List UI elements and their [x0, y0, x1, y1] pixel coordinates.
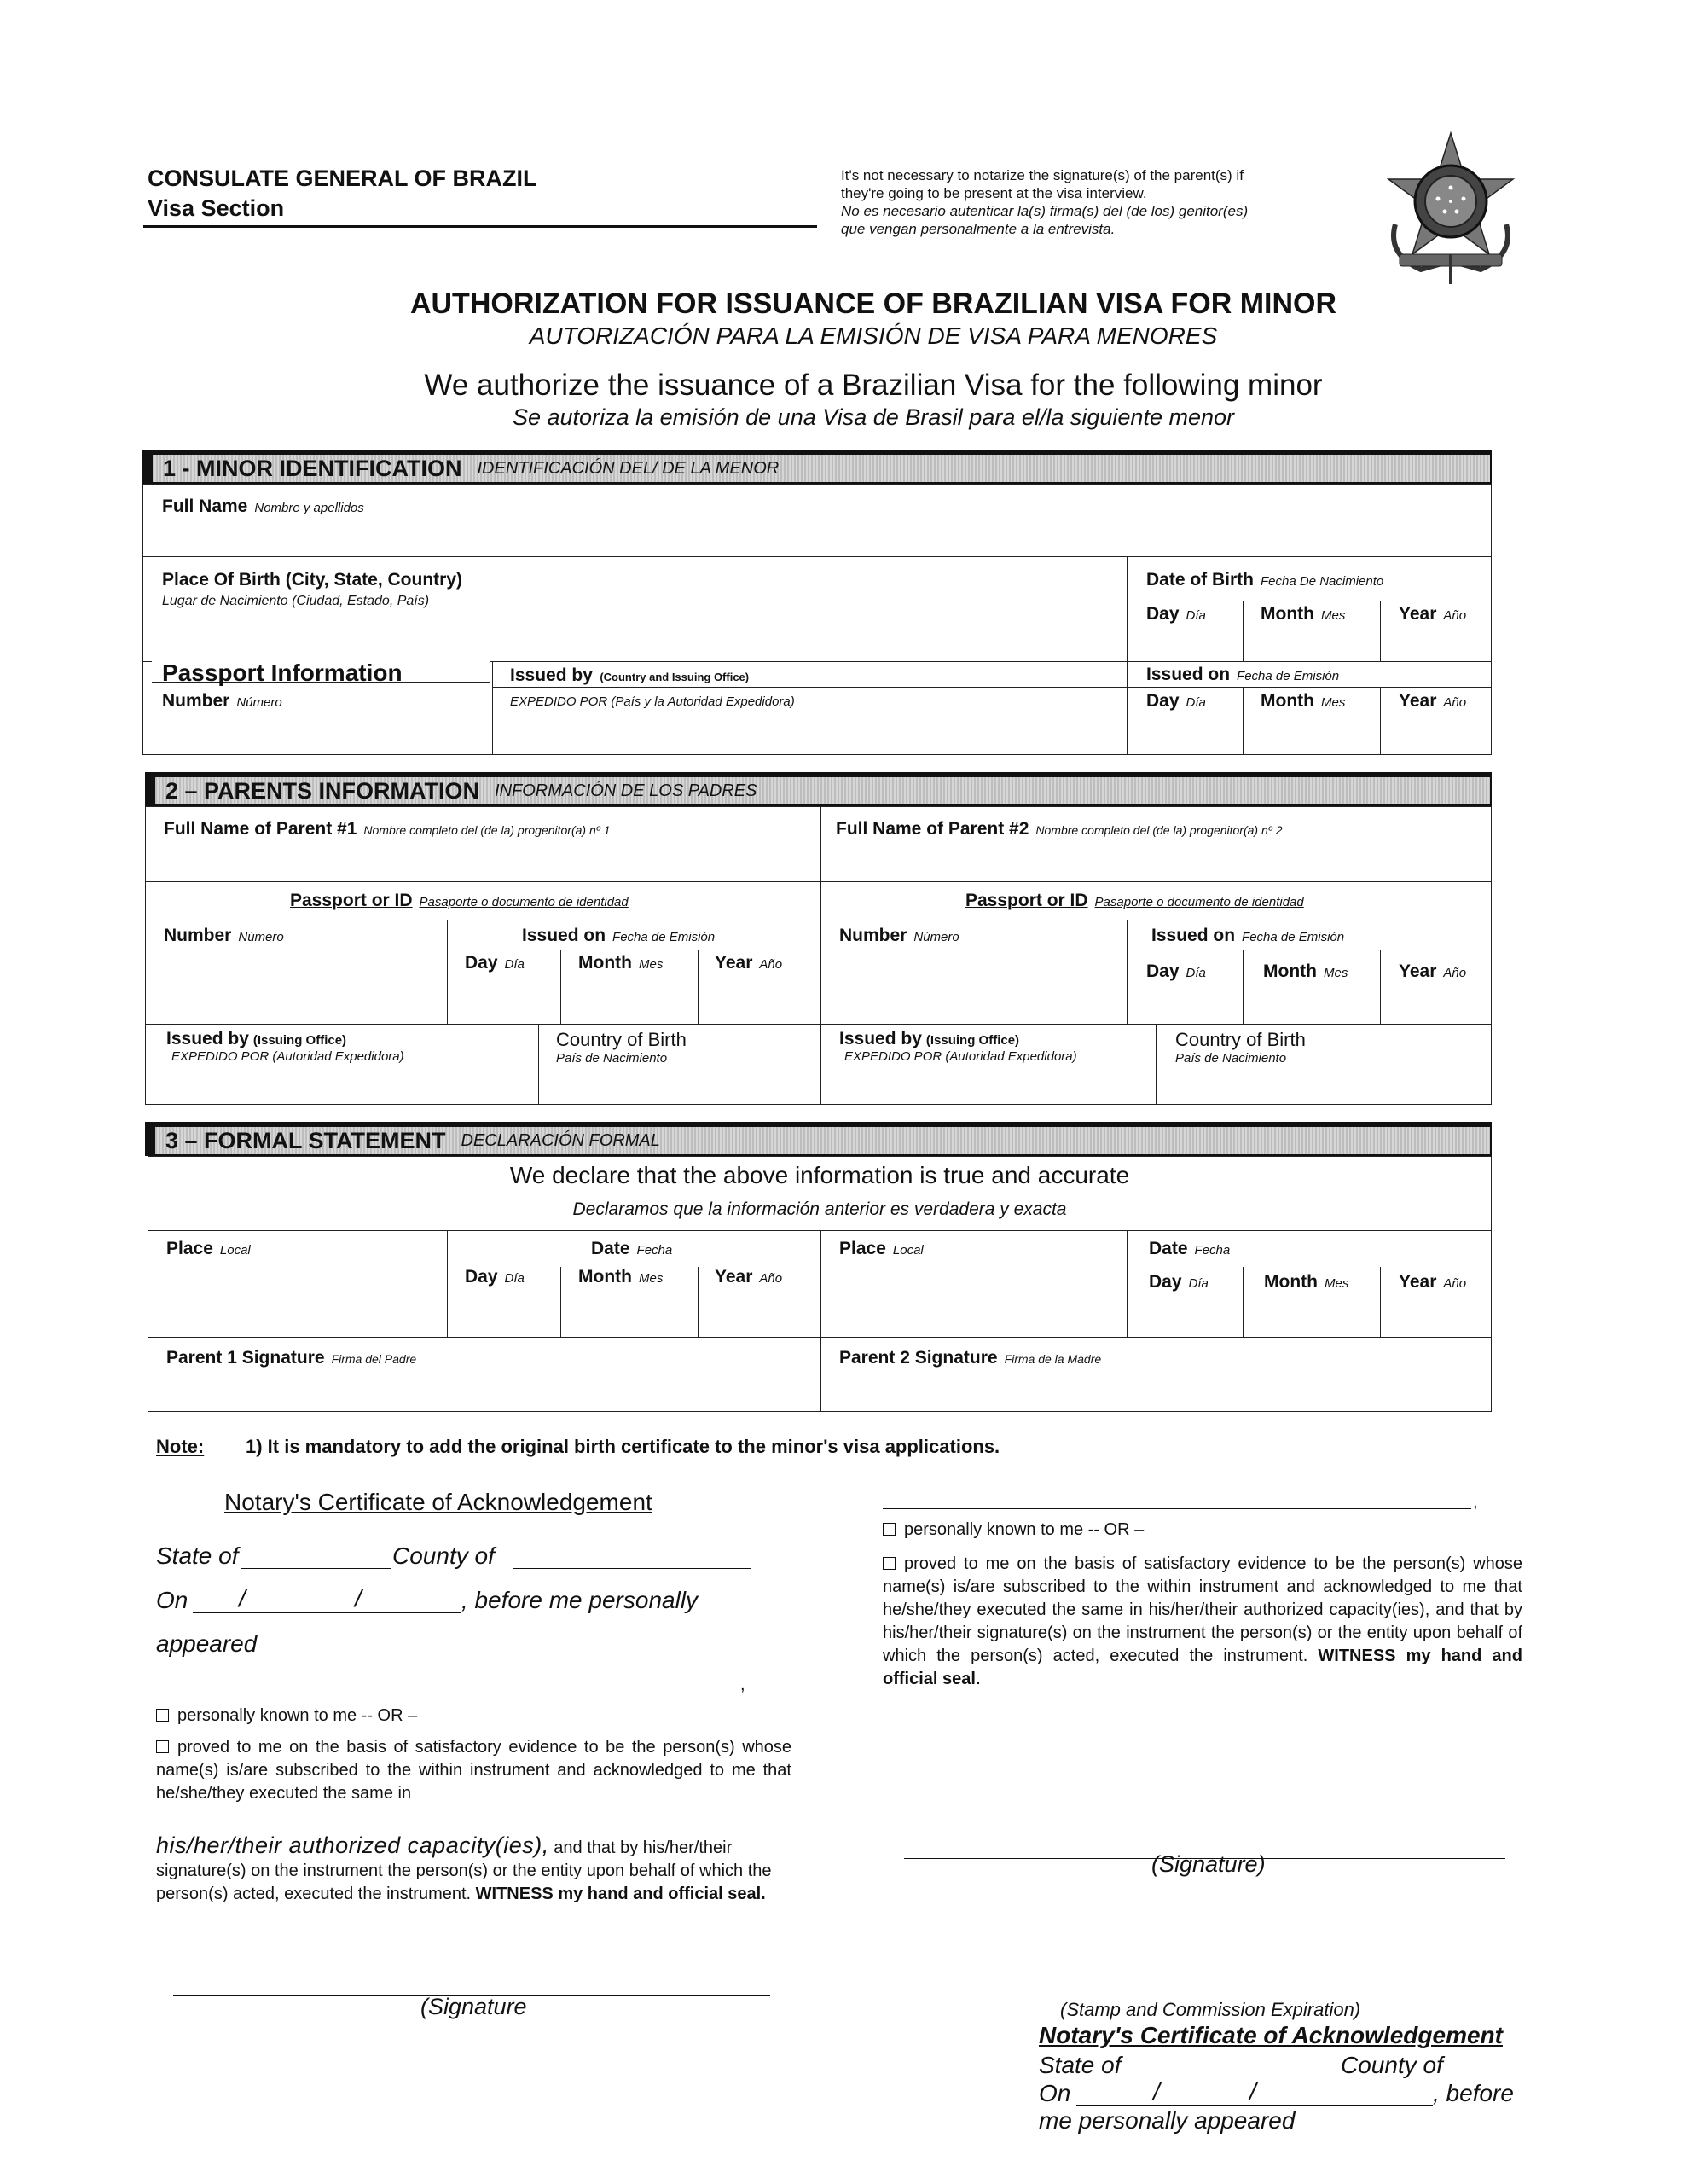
divider	[538, 1024, 539, 1105]
date-slash: /	[1153, 2078, 1160, 2105]
divider	[1127, 687, 1492, 688]
notary-left-before: , before me personally	[461, 1587, 699, 1613]
parent1-date-label: Date Fecha	[591, 1239, 673, 1258]
divider	[1380, 687, 1381, 755]
divider	[148, 1337, 1492, 1338]
divider	[1127, 1230, 1128, 1337]
divider	[447, 1230, 448, 1337]
parent2-place-field[interactable]: Place Local	[839, 1239, 924, 1258]
stmt2-month-field[interactable]: Month Mes	[1264, 1272, 1349, 1292]
date-slash: /	[355, 1585, 362, 1612]
section-1-title-es: IDENTIFICACIÓN DEL/ DE LA MENOR	[477, 458, 780, 478]
stmt1-month-field[interactable]: Month Mes	[578, 1267, 664, 1287]
parent2-date-label: Date Fecha	[1149, 1239, 1231, 1258]
passport-issued-year-field[interactable]: Year Año	[1399, 691, 1467, 711]
divider	[1127, 920, 1128, 1024]
divider	[1380, 1267, 1381, 1337]
passport-info-label: Passport Information	[152, 659, 490, 683]
parent2-passport-label: Passport or ID Pasaporte o documento de identidad	[965, 891, 1304, 910]
parent2-country-of-birth-field[interactable]: Country of Birth País de Nacimiento	[1175, 1029, 1306, 1066]
comma: ,	[740, 1676, 745, 1694]
notary-right-county-label: County of	[1341, 2052, 1443, 2078]
divider	[1127, 556, 1128, 755]
consulate-name: CONSULATE GENERAL OF BRAZIL	[148, 166, 537, 191]
notary-left-proved-option[interactable]: proved to me on the basis of satisfactory evidence to be the person(s) whose name(s) is/are subscribed to the within instrument and acknowledged to me that he/she/they executed the same in	[156, 1738, 791, 1803]
notary-right-appeared-field[interactable]	[883, 1508, 1471, 1509]
notary-right-on-label: On	[1039, 2080, 1071, 2106]
stmt2-year-field[interactable]: Year Año	[1399, 1272, 1467, 1292]
divider	[142, 556, 1492, 557]
section-3-title-es: DECLARACIÓN FORMAL	[461, 1130, 660, 1150]
divider	[1243, 1267, 1244, 1337]
checkbox-icon[interactable]	[883, 1523, 896, 1536]
section-1-header	[142, 450, 1492, 484]
divider	[145, 881, 1492, 882]
divider	[560, 950, 561, 1024]
divider	[1243, 601, 1244, 661]
notary-left-county-label: County of	[392, 1542, 495, 1569]
note-text: 1) It is mandatory to add the original birth certificate to the minor's visa applications.	[246, 1436, 1000, 1457]
parent1-issued-on-label: Issued on Fecha de Emisión	[522, 926, 716, 945]
visa-section: Visa Section	[148, 195, 285, 221]
divider	[492, 687, 1127, 688]
divider	[1243, 950, 1244, 1024]
notary-left-state-field[interactable]	[241, 1568, 391, 1569]
comma: ,	[1473, 1493, 1478, 1512]
notary-right-known-option[interactable]: personally known to me -- OR –	[883, 1520, 1144, 1540]
notary-left-known-option[interactable]: personally known to me -- OR –	[156, 1706, 417, 1726]
stmt1-day-field[interactable]: Day Día	[465, 1267, 525, 1287]
section-3-title: 3 – FORMAL STATEMENT	[165, 1127, 446, 1153]
dob-month-field[interactable]: Month Mes	[1261, 604, 1346, 624]
notary-left-signature-label: (Signature	[420, 1994, 527, 2019]
notary-left-proved-cont: his/her/their authorized capacity(ies), and that by his/her/their	[156, 1833, 733, 1858]
checkbox-icon[interactable]	[883, 1557, 896, 1570]
brazil-seal-icon	[1370, 126, 1532, 288]
notary-right-before: , before	[1433, 2080, 1514, 2106]
date-slash: /	[239, 1585, 246, 1612]
divider	[1380, 950, 1381, 1024]
parent2-issued-on-label: Issued on Fecha de Emisión	[1151, 926, 1345, 945]
note-label: Note:	[156, 1436, 205, 1457]
parent1-issued-by-field[interactable]: Issued by (Issuing Office) EXPEDIDO POR (Autoridad Expedidora)	[166, 1029, 404, 1064]
passport-issued-day-field[interactable]: Day Día	[1146, 691, 1206, 711]
notary-left-proved-end: signature(s) on the instrument the person(s) or the entity upon behalf of which the person(s) acted, executed the instrument. WITNESS my hand and official seal.	[156, 1862, 772, 1903]
form-title-es: AUTORIZACIÓN PARA LA EMISIÓN DE VISA PARA MENORES	[529, 322, 1218, 349]
minor-dob-label: Date of Birth Fecha De Nacimiento	[1146, 570, 1384, 590]
notary-left-on-label: On	[156, 1587, 188, 1613]
section-1-title: 1 - MINOR IDENTIFICATION	[163, 455, 462, 481]
minor-passport-number-field[interactable]: Number Número	[162, 691, 282, 711]
stamp-commission-label: (Stamp and Commission Expiration)	[1060, 1999, 1361, 2020]
notary-left-date-field[interactable]	[193, 1612, 461, 1613]
minor-full-name-field[interactable]: Full Name Nombre y apellidos	[162, 497, 364, 516]
divider	[698, 950, 699, 1024]
authorize-text-es: Se autoriza la emisión de una Visa de Brasil para el/la siguiente menor	[513, 404, 1234, 430]
notary-left-state-label: State of	[156, 1542, 239, 1569]
parent1-country-of-birth-field[interactable]: Country of Birth País de Nacimiento	[556, 1029, 687, 1066]
header-rule	[143, 225, 817, 228]
divider	[1156, 1024, 1157, 1105]
parent1-signature-field[interactable]: Parent 1 Signature Firma del Padre	[166, 1348, 417, 1368]
parent2-issued-day-field[interactable]: Day Día	[1146, 961, 1206, 981]
checkbox-icon[interactable]	[156, 1709, 169, 1722]
notary-left-title: Notary's Certificate of Acknowledgement	[224, 1489, 652, 1515]
divider	[560, 1267, 561, 1337]
parent1-passport-label: Passport or ID Pasaporte o documento de identidad	[290, 891, 629, 910]
notary-right-signature-label: (Signature)	[1151, 1851, 1266, 1877]
notarize-note: It's not necessary to notarize the signature(s) of the parent(s) if they're going to be present at the visa interview. No es necesario autenticar la(s) firma(s) del (de los) genitor(es) que vengan personalmente a la entrevista.	[841, 167, 1249, 237]
notary-left-appeared: appeared	[156, 1630, 258, 1657]
divider	[145, 1024, 1492, 1025]
divider	[1243, 687, 1244, 755]
notary-right-proved-option[interactable]: proved to me on the basis of satisfactory evidence to be the person(s) whose name(s) is/are subscribed to the within instrument and acknowledged to me that he/she/they executed the same in his/her/their authorized capacity(ies), and that by his/her/their signature(s) on the instrument the person(s) or the entity upon behalf of which the person(s) acted, executed the instrument. WITNESS my hand and official seal.	[883, 1554, 1522, 1688]
divider	[698, 1267, 699, 1337]
parent2-passport-number-field[interactable]: Number Número	[839, 926, 959, 945]
parent2-issued-year-field[interactable]: Year Año	[1399, 961, 1467, 981]
divider	[148, 1230, 1492, 1231]
dob-day-field[interactable]: Day Día	[1146, 604, 1206, 624]
stmt2-day-field[interactable]: Day Día	[1149, 1272, 1209, 1292]
parent1-passport-number-field[interactable]: Number Número	[164, 926, 284, 945]
notary-left-county-field[interactable]	[513, 1568, 751, 1569]
notary-right-appeared: me personally appeared	[1039, 2107, 1296, 2134]
divider	[492, 661, 493, 755]
date-slash: /	[1249, 2078, 1256, 2105]
section-2-title-es: INFORMACIÓN DE LOS PADRES	[495, 781, 757, 800]
divider	[820, 1230, 821, 1412]
section-2-header	[145, 772, 1492, 806]
parent1-issued-day-field[interactable]: Day Día	[465, 953, 525, 973]
divider	[447, 920, 448, 1024]
divider	[1380, 601, 1381, 661]
passport-issued-month-field[interactable]: Month Mes	[1261, 691, 1346, 711]
parent2-issued-by-field[interactable]: Issued by (Issuing Office) EXPEDIDO POR (Autoridad Expedidora)	[839, 1029, 1077, 1064]
parent1-full-name-field[interactable]: Full Name of Parent #1 Nombre completo del (de la) progenitor(a) nº 1	[164, 819, 611, 839]
stmt1-year-field[interactable]: Year Año	[715, 1267, 783, 1287]
parent1-issued-month-field[interactable]: Month Mes	[578, 953, 664, 973]
form-title: AUTHORIZATION FOR ISSUANCE OF BRAZILIAN VISA FOR MINOR	[409, 288, 1337, 320]
section-3-header	[145, 1122, 1492, 1156]
parent2-issued-month-field[interactable]: Month Mes	[1263, 961, 1348, 981]
notary-right-title: Notary's Certificate of Acknowledgement	[1039, 2022, 1503, 2048]
divider	[820, 806, 821, 1105]
minor-passport-issued-by-field[interactable]: Issued by (Country and Issuing Office) EXPEDIDO POR (País y la Autoridad Expedidora)	[510, 665, 795, 709]
declare-text-es: Declaramos que la información anterior es verdadera y exacta	[572, 1199, 1067, 1219]
declare-text: We declare that the above information is true and accurate	[509, 1162, 1130, 1188]
minor-place-of-birth-field[interactable]: Place Of Birth (City, State, Country) Lugar de Nacimiento (Ciudad, Estado, País)	[162, 570, 462, 608]
parent1-issued-year-field[interactable]: Year Año	[715, 953, 783, 973]
authorize-text: We authorize the issuance of a Brazilian Visa for the following minor	[424, 369, 1323, 402]
section-2-title: 2 – PARENTS INFORMATION	[165, 777, 480, 804]
checkbox-icon[interactable]	[156, 1740, 169, 1753]
minor-passport-issued-on-label: Issued on Fecha de Emisión	[1146, 665, 1340, 684]
parent2-full-name-field[interactable]: Full Name of Parent #2 Nombre completo del (de la) progenitor(a) nº 2	[836, 819, 1283, 839]
parent2-signature-field[interactable]: Parent 2 Signature Firma de la Madre	[839, 1348, 1102, 1368]
notary-right-state-label: State of	[1039, 2052, 1122, 2078]
parent1-place-field[interactable]: Place Local	[166, 1239, 251, 1258]
dob-year-field[interactable]: Year Año	[1399, 604, 1467, 624]
